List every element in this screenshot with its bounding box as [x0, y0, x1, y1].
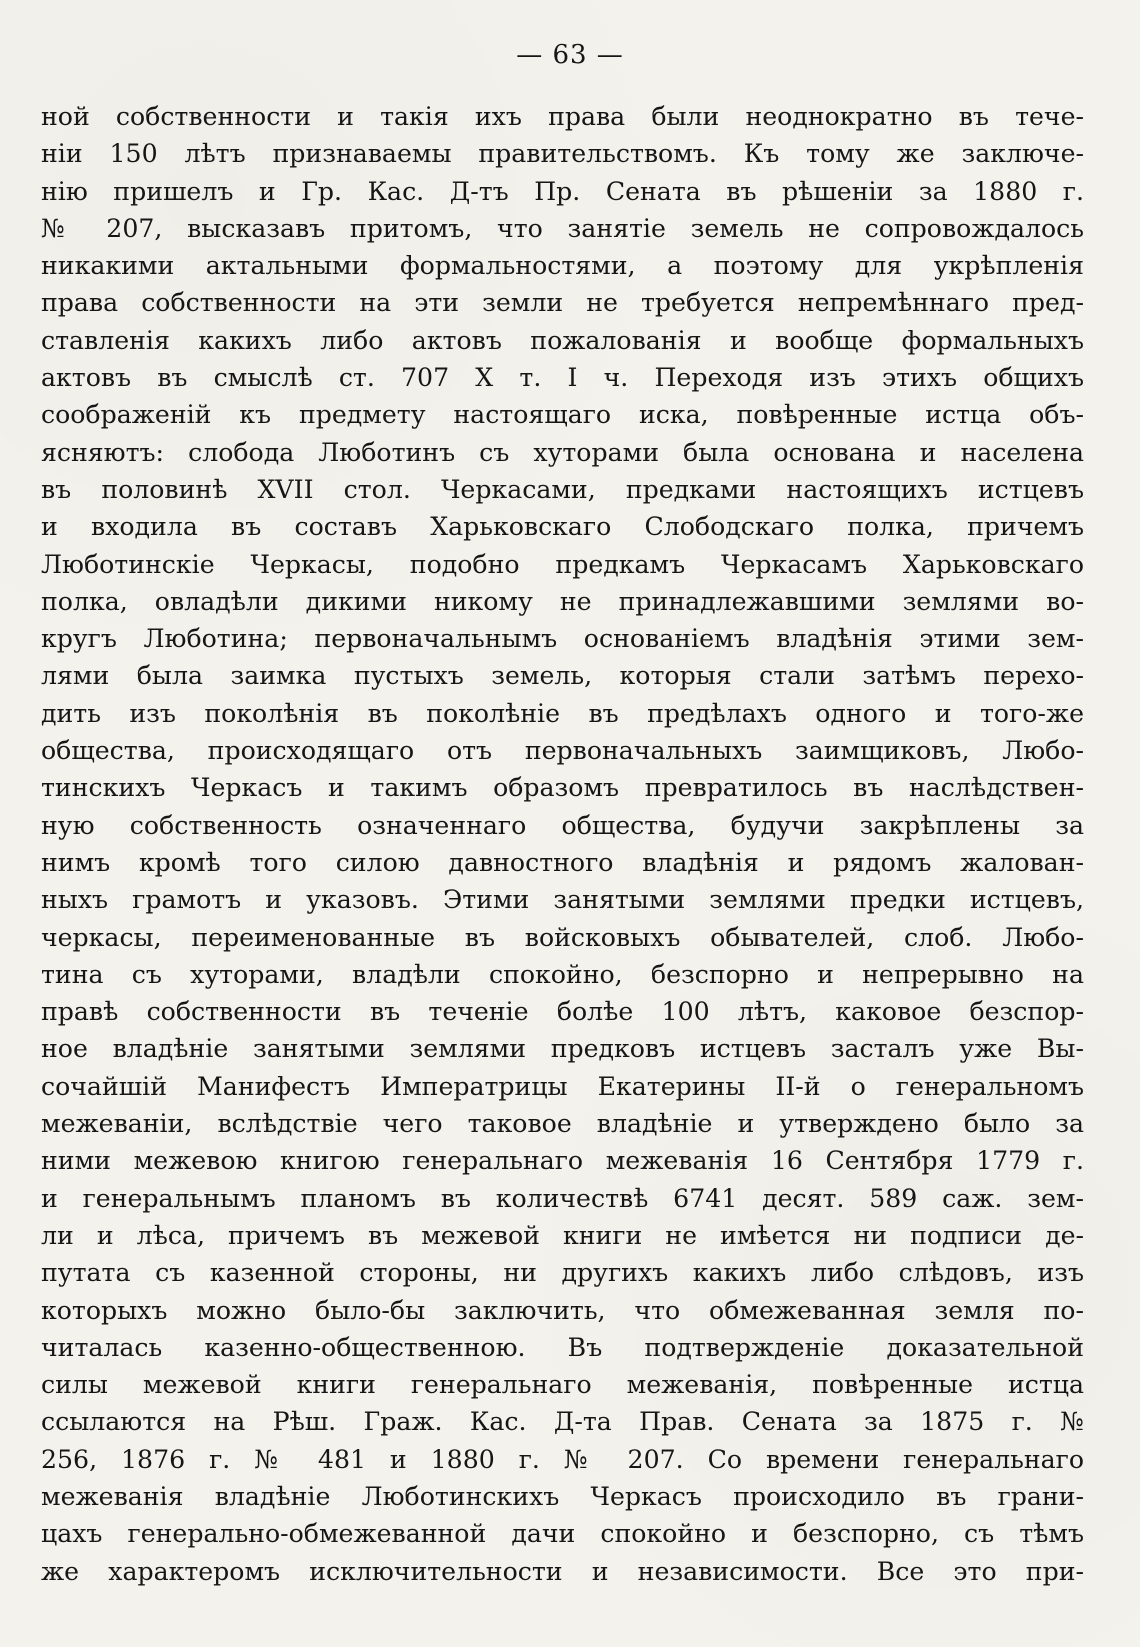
text-line: актовъ въ смыслѣ ст. 707 X т. I ч. Переходя изъ этихъ общихъ — [41, 363, 1084, 393]
text-line: силы межевой книги генеральнаго межеванія, повѣренные истца — [41, 1370, 1084, 1400]
text-line: черкасы, переименованные въ войсковыхъ обывателей, слоб. Любо- — [41, 922, 1084, 952]
text-line: путата съ казенной стороны, ни другихъ какихъ либо слѣдовъ, изъ — [41, 1258, 1084, 1288]
text-line: № 207, высказавъ притомъ, что занятіе земель не сопровождалось — [41, 213, 1084, 243]
text-line: лями была заимка пустыхъ земель, которыя стали затѣмъ перехо- — [41, 661, 1084, 691]
text-line: же характеромъ исключительности и независимости. Все это при- — [41, 1556, 1084, 1586]
text-line: ссылаются на Рѣш. Граж. Кас. Д-та Прав. Сената за 1875 г. № — [41, 1407, 1084, 1437]
text-line: ныхъ грамотъ и указовъ. Этими занятыми землями предки истцевъ, — [41, 885, 1084, 915]
text-line: общества, происходящаго отъ первоначальныхъ заимщиковъ, Любо- — [41, 736, 1084, 766]
text-line: правѣ собственности въ теченіе болѣе 100 лѣтъ, каковое безспор- — [41, 997, 1084, 1027]
text-line: въ половинѣ XVII стол. Черкасами, предками настоящихъ истцевъ — [41, 474, 1084, 504]
text-line: кругъ Люботина; первоначальнымъ основаніемъ владѣнія этими зем- — [41, 624, 1084, 654]
text-line: Люботинскіе Черкасы, подобно предкамъ Черкасамъ Харьковскаго — [41, 549, 1084, 579]
text-line: нію пришелъ и Гр. Кас. Д-тъ Пр. Сената въ рѣшеніи за 1880 г. — [41, 176, 1084, 206]
text-line: ними межевою книгою генеральнаго межеванія 16 Сентября 1779 г. — [41, 1146, 1084, 1176]
text-line: цахъ генерально-обмежеванной дачи спокойно и безспорно, съ тѣмъ — [41, 1519, 1084, 1549]
text-line: никакими актальными формальностями, а поэтому для укрѣпленія — [41, 251, 1084, 281]
text-line: тинскихъ Черкасъ и такимъ образомъ превратилось въ наслѣдствен- — [41, 773, 1084, 803]
text-line: 256, 1876 г. № 481 и 1880 г. № 207. Со времени генеральнаго — [41, 1444, 1084, 1474]
text-line: ную собственность означеннаго общества, будучи закрѣплены за — [41, 810, 1084, 840]
text-line: ніи 150 лѣтъ признаваемы правительствомъ. Къ тому же заключе- — [41, 139, 1084, 169]
text-line: ли и лѣса, причемъ въ межевой книги не имѣется ни подписи де- — [41, 1220, 1084, 1250]
text-line: права собственности на эти земли не требуется непремѣннаго пред- — [41, 288, 1084, 318]
text-line: читалась казенно-общественною. Въ подтвержденіе доказательной — [41, 1332, 1084, 1362]
text-body — [41, 98, 1084, 1590]
text-line: которыхъ можно было-бы заключить, что обмежеванная земля по- — [41, 1295, 1084, 1325]
text-line: сочайшій Манифестъ Императрицы Екатерины II-й о генеральномъ — [41, 1071, 1084, 1101]
text-line: тина съ хуторами, владѣли спокойно, безспорно и непрерывно на — [41, 959, 1084, 989]
text-line: ясняютъ: слобода Люботинъ съ хуторами была основана и населена — [41, 437, 1084, 467]
text-line: ной собственности и такія ихъ права были неоднократно въ тече- — [41, 102, 1084, 131]
text-line: и генеральнымъ планомъ въ количествѣ 6741 десят. 589 саж. зем- — [41, 1183, 1084, 1213]
text-line: ставленія какихъ либо актовъ пожалованія и вообще формальныхъ — [41, 325, 1084, 355]
page-number: — 63 — — [516, 40, 624, 70]
text-line: дить изъ поколѣнія въ поколѣніе въ предѣлахъ одного и того-же — [41, 698, 1084, 728]
text-line: нимъ кромѣ того силою давностного владѣнія и рядомъ жалован- — [41, 847, 1084, 877]
text-line: ное владѣніе занятыми землями предковъ истцевъ засталъ уже Вы- — [41, 1034, 1084, 1064]
text-line: соображеній къ предмету настоящаго иска, повѣренные истца объ- — [41, 400, 1084, 430]
text-line: полка, овладѣли дикими никому не принадлежавшими землями во- — [41, 586, 1084, 616]
text-line: межеваніи, вслѣдствіе чего таковое владѣніе и утверждено было за — [41, 1109, 1084, 1139]
text-line: межеванія владѣніе Люботинскихъ Черкасъ происходило въ грани- — [41, 1481, 1084, 1511]
text-line: и входила въ составъ Харьковскаго Слободскаго полка, причемъ — [41, 512, 1084, 542]
